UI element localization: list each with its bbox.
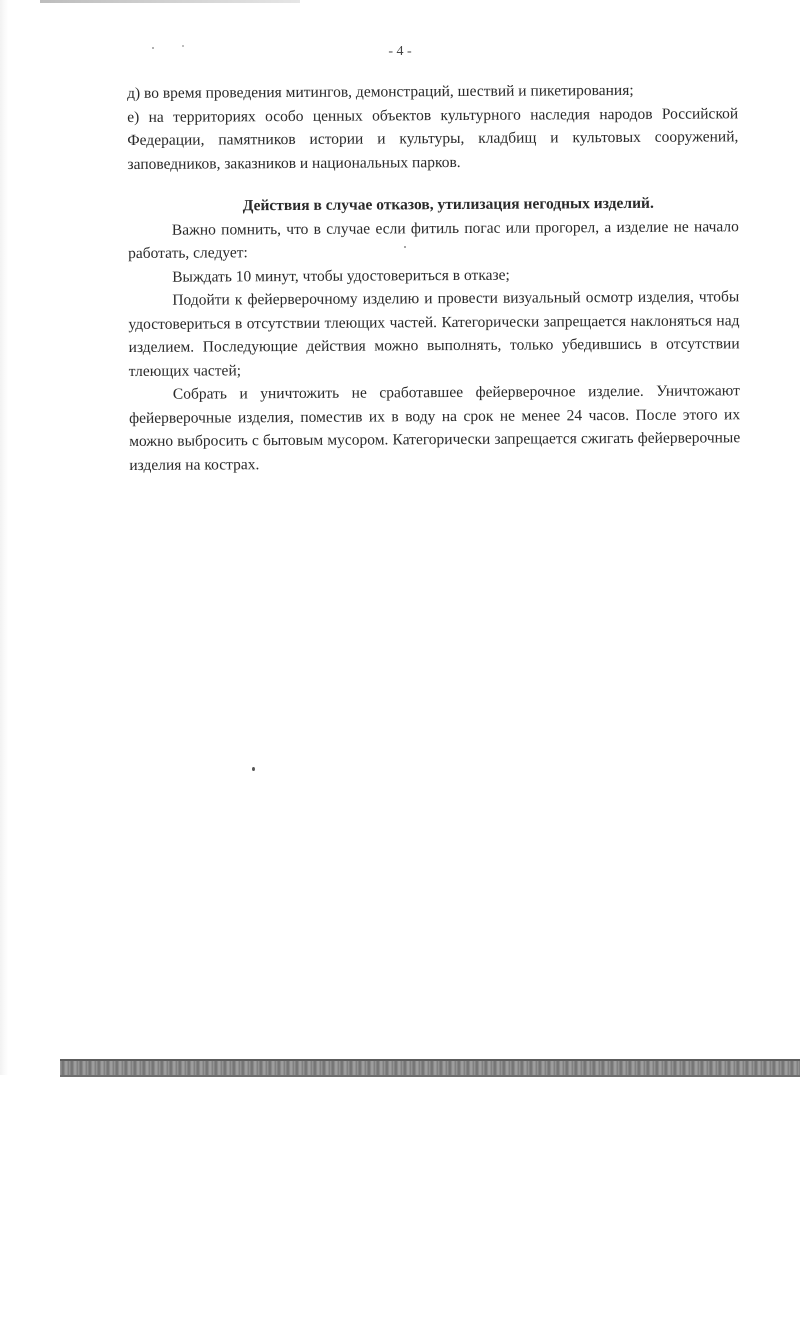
list-item-d: д) во время проведения митингов, демонстраций, шествий и пикетирования; <box>127 81 634 102</box>
list-item-e: е) на территориях особо ценных объектов культурного наследия народов Российской Федерации, памятников истории и культуры, кладбищ и культовых сооружений, заповедников, заказников и национальных парков. <box>127 104 739 173</box>
scan-speck <box>252 767 255 771</box>
scan-speck <box>152 47 154 49</box>
scan-top-edge <box>40 0 300 3</box>
paragraph-dispose: Собрать и уничтожить не сработавшее фейерверочное изделие. Уничтожают фейерверочные изделия, поместив их в воду на срок не менее 24 часов. После этого их можно выбросить с бытовым мусором. Категорически запрещается сжигать фейерверочные изделия на кострах. <box>129 382 741 474</box>
page-number: - 4 - <box>388 44 412 59</box>
scan-bottom-border <box>60 1059 800 1077</box>
paragraph-intro: Важно помнить, что в случае если фитиль погас или прогорел, а изделие не начало работать, следует: <box>127 217 739 262</box>
document-body <box>127 78 740 477</box>
scan-edge-shadow <box>0 0 8 1075</box>
scan-speck <box>404 246 406 248</box>
paragraph-inspect: Подойти к фейерверочному изделию и провести визуальный осмотр изделия, чтобы удостовериться в отсутствии тлеющих частей. Категорически запрещается наклоняться над изделием. Последующие действия можно выполнять, только убедившись в отсутствии тлеющих частей; <box>128 288 740 380</box>
section-heading: Действия в случае отказов, утилизация негодных изделий. <box>242 194 654 215</box>
scan-speck <box>182 45 184 47</box>
paragraph-wait: Выждать 10 минут, чтобы удостовериться в отказе; <box>172 266 510 286</box>
